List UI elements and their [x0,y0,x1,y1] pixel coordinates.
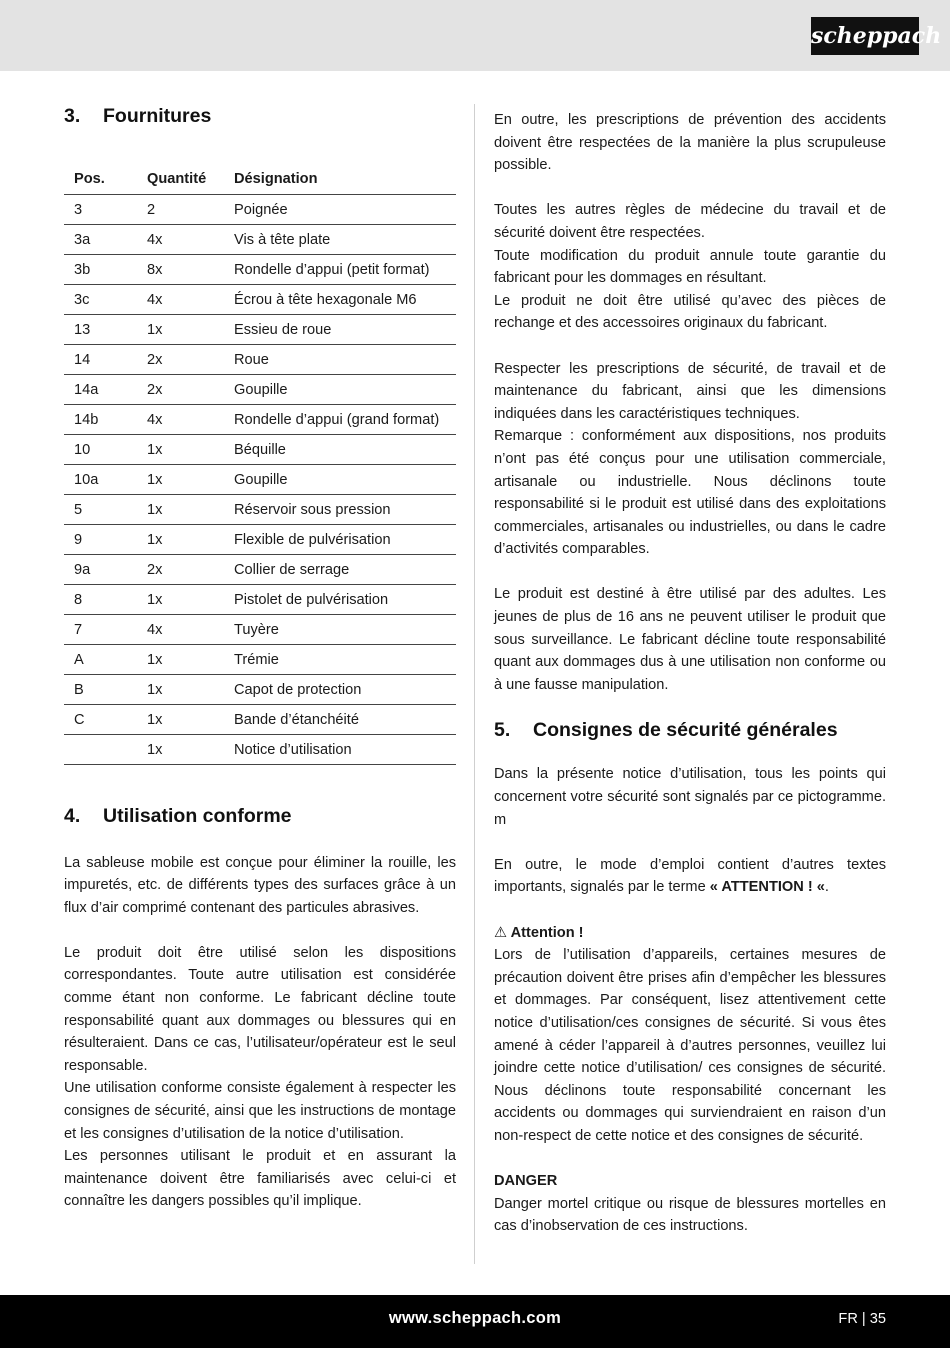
cell-qty: 1x [137,644,224,674]
table-row [64,704,456,734]
footer-website-link[interactable]: www.scheppach.com [388,1309,562,1327]
cell-pos: 14b [64,404,137,434]
table-row [64,314,456,344]
column-header-qty: Quantité [137,165,224,194]
cell-pos: 9 [64,524,137,554]
paragraph: Les personnes utilisant le produit et en assurant la maintenance doivent être familiarisés avec celui-ci et connaître les dangers possibles qu’il implique. [64,1148,456,1210]
paragraph: Toute modification du produit annule toute garantie du fabricant pour les dommages en résultant. [494,247,886,287]
cell-pos: 10a [64,464,137,494]
table-row [64,284,456,314]
cell-pos: 3a [64,224,137,254]
cell-qty: 1x [137,464,224,494]
cell-desc: Réservoir sous pression [224,494,456,524]
section-title: Consignes de sécurité générales [533,719,838,742]
column-header-pos: Pos. [64,165,137,194]
cell-desc: Collier de serrage [224,554,456,584]
table-row [64,464,456,494]
table-row [64,374,456,404]
paragraph: Le produit doit être utilisé selon les dispositions correspondantes. Toute autre utilisation est considérée comme étant non conforme. Le fabricant décline toute responsabilité quant aux dommages ou blessures qui en résulteraient. Dans ce cas, l’utilisateur/opérateur est le seul responsable. [64,944,456,1074]
paragraph: Une utilisation conforme consiste également à respecter les consignes de sécurité, ainsi que les instructions de montage et les consignes d’utilisation de la notice d’utilisation. [64,1080,456,1142]
cell-qty: 1x [137,524,224,554]
cell-qty: 2x [137,344,224,374]
cell-desc: Rondelle d’appui (grand format) [224,404,456,434]
table-row [64,584,456,614]
paragraph: Le produit est destiné à être utilisé par des adultes. Les jeunes de plus de 16 ans ne peuvent utiliser le produit que sous surveillance. Le fabricant décline toute responsabilité quant aux dommages dus à une utilisation non conforme ou à une fausse manipulation. [494,586,886,693]
table-row [64,674,456,704]
cell-pos: 10 [64,434,137,464]
paragraph: Dans la présente notice d’utilisation, tous les points qui concernent votre sécurité sont signalés par ce pictogramme. m [494,766,886,828]
paragraph: Le produit ne doit être utilisé qu’avec des pièces de rechange et des accessoires originaux du fabricant. [494,292,886,332]
parts-table-body [64,194,456,764]
table-row [64,524,456,554]
cell-pos: 3b [64,254,137,284]
cell-desc: Pistolet de pulvérisation [224,584,456,614]
section-number: 5. [494,719,511,742]
text-span: . [824,879,829,896]
cell-desc: Roue [224,344,456,374]
paragraph: Danger mortel critique ou risque de blessures mortelles en cas d’inobservation de ces instructions. [494,1195,886,1235]
cell-qty: 2 [137,194,224,224]
table-row [64,554,456,584]
cell-desc: Goupille [224,464,456,494]
left-column [64,104,456,1213]
section-3-heading [64,104,456,128]
footer-band [0,1295,950,1348]
cell-pos: A [64,644,137,674]
cell-desc: Flexible de pulvérisation [224,524,456,554]
table-row [64,494,456,524]
cell-desc: Rondelle d’appui (petit format) [224,254,456,284]
brand-logo: scheppach [811,17,919,55]
cell-qty: 1x [137,704,224,734]
paragraph: La sableuse mobile est conçue pour éliminer la rouille, les impuretés, etc. de différents types des surfaces grâce à un flux d’air comprimé contenant des particules abrasives. [64,854,456,916]
cell-qty: 4x [137,404,224,434]
cell-qty: 8x [137,254,224,284]
table-header-row [64,165,456,194]
cell-qty: 1x [137,734,224,764]
section-number: 4. [64,804,81,827]
table-row [64,644,456,674]
paragraph [494,854,886,899]
cell-qty: 4x [137,614,224,644]
cell-pos [64,734,137,764]
cell-qty: 2x [137,374,224,404]
cell-pos: C [64,704,137,734]
cell-desc: Poignée [224,194,456,224]
cell-desc: Notice d’utilisation [224,734,456,764]
header-band [0,0,950,71]
cell-qty: 2x [137,554,224,584]
cell-qty: 1x [137,674,224,704]
cell-pos: 9a [64,554,137,584]
cell-qty: 1x [137,314,224,344]
cell-desc: Capot de protection [224,674,456,704]
attention-label [494,922,886,945]
table-row [64,614,456,644]
cell-qty: 1x [137,584,224,614]
cell-desc: Bande d’étanchéité [224,704,456,734]
paragraph: Respecter les prescriptions de sécurité, de travail et de maintenance du fabricant, ainsi que les dimensions indiquées dans les caractéristiques techniques. [494,360,886,422]
section-number: 3. [64,105,81,127]
cell-desc: Vis à tête plate [224,224,456,254]
parts-table [64,165,456,765]
section-title: Fournitures [103,105,212,127]
cell-pos: 13 [64,314,137,344]
cell-pos: 8 [64,584,137,614]
cell-qty: 4x [137,284,224,314]
section-title: Utilisation conforme [103,804,292,827]
paragraph: Lors de l’utilisation d’appareils, certaines mesures de précaution doivent être prises afin d’empêcher les blessures et dommages. Par conséquent, lisez attentivement cette notice d’utilisation/ces consignes de sécurité. Si vous êtes amené à céder l’appareil à d’autres personnes, veuillez lui joindre cette notice d’utilisation/ ces consignes de sécurité. Nous déclinons toute responsabilité concernant les accidents ou dommages qui surviendraient en raison d’un non-respect de cette notice et des consignes de sécurité. [494,947,886,1144]
table-row [64,194,456,224]
table-row [64,344,456,374]
table-row [64,254,456,284]
column-header-desc: Désignation [224,165,456,194]
cell-pos: 5 [64,494,137,524]
cell-pos: 14a [64,374,137,404]
attention-label-text: ⚠ Attention ! [494,924,584,941]
table-row [64,434,456,464]
paragraph: Remarque : conformément aux dispositions, nos produits n’ont pas été conçus pour une utilisation commerciale, artisanale ou industrielle. Nous déclinons toute responsabilité si le produit est utilisé dans des exploitations commerciales, artisanales ou industrielles, ou dans le cadre d’activités comparables. [494,428,886,558]
paragraph: En outre, les prescriptions de prévention des accidents doivent être respectées de la manière la plus scrupuleuse possible. [494,112,886,174]
section-5-heading [494,718,886,742]
page-number: FR | 35 [838,1311,886,1327]
cell-desc: Béquille [224,434,456,464]
cell-qty: 1x [137,494,224,524]
cell-desc: Trémie [224,644,456,674]
cell-pos: 14 [64,344,137,374]
cell-qty: 4x [137,224,224,254]
table-row [64,224,456,254]
cell-desc: Écrou à tête hexagonale M6 [224,284,456,314]
table-row [64,734,456,764]
cell-pos: 3c [64,284,137,314]
attention-term: « ATTENTION ! « [709,879,825,896]
section-4-heading [64,804,456,828]
cell-desc: Essieu de roue [224,314,456,344]
cell-pos: 7 [64,614,137,644]
column-divider [474,104,475,1264]
cell-desc: Goupille [224,374,456,404]
cell-pos: 3 [64,194,137,224]
danger-label [494,1170,886,1193]
cell-pos: B [64,674,137,704]
paragraph: Toutes les autres règles de médecine du travail et de sécurité doivent être respectées. [494,202,886,241]
right-column [494,109,886,1238]
cell-qty: 1x [137,434,224,464]
danger-label-text: DANGER [494,1173,558,1190]
table-row [64,404,456,434]
text-span: En outre, le mode d’emploi contient d’autres textes importants, signalés par le terme [494,856,886,896]
cell-desc: Tuyère [224,614,456,644]
